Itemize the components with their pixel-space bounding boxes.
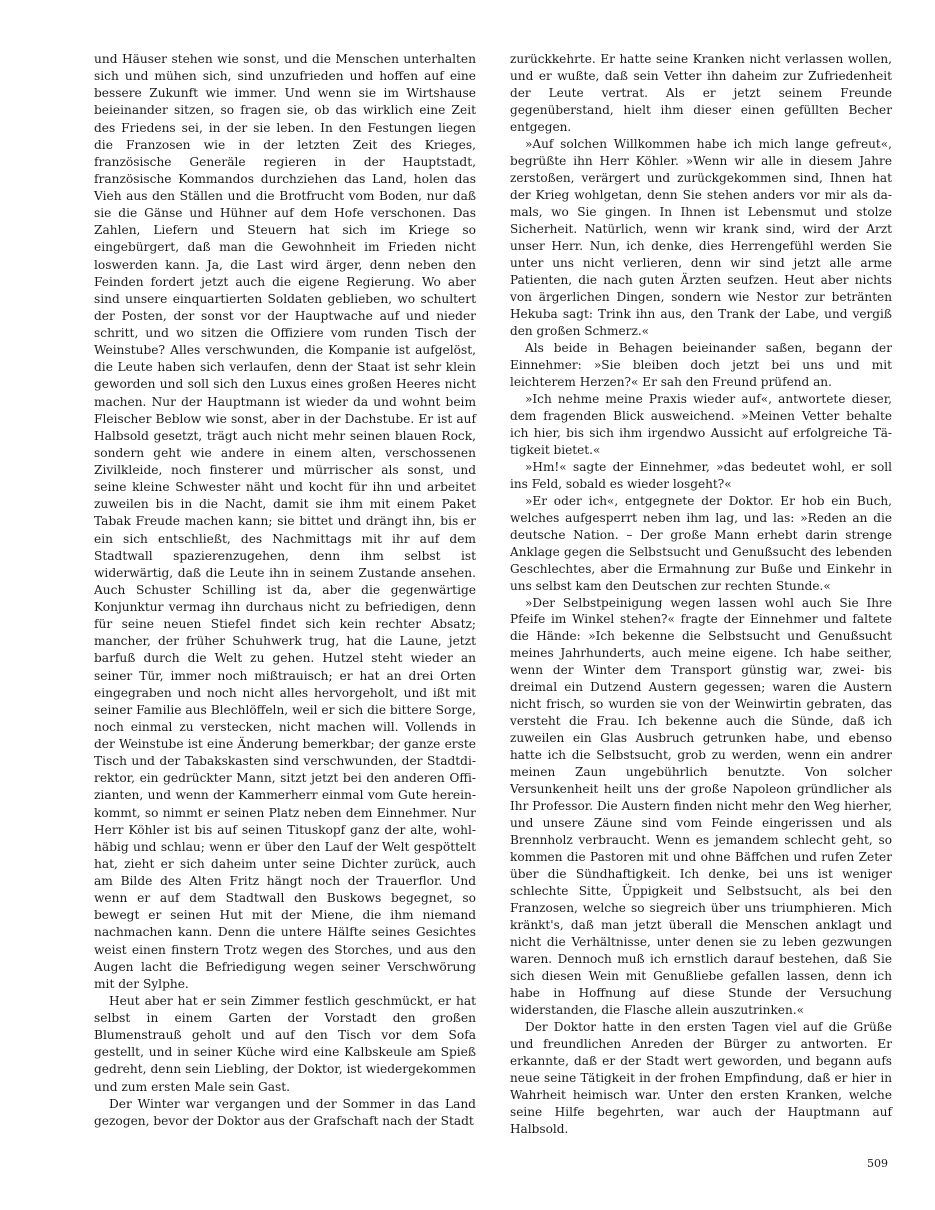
right-text-column [510, 51, 892, 1138]
paragraph: »Auf solchen Willkommen habe ich mich lange gefreut«, begrüßte ihn Herr Köhler. »Wenn wir alle in diesem Jahre zerstoßen, verärgert und zurückgekommen sind, Ihnen hat der Krieg wohlgetan, denn Sie stehen anders vor mir als damals, wo Sie gingen. In Ihnen ist Lebensmut und stolze Sicherheit. Natürlich, wenn wir krank sind, wird der Arzt unser Herr. Nun, ich denke, dies Herrengefühl werden Sie unter uns nicht verlieren, denn wir sind jetzt alle arme Patienten, die nach guten Ärzten seufzen. Heut aber nichts von ärgerlichen Dingen, sondern wie Nestor zur betränten Hekuba sagt: Trink ihn aus, den Trank der Labe, und vergiß den großen Schmerz.« [510, 136, 892, 338]
paragraph: »Der Selbstpeinigung wegen lassen wohl auch Sie Ihre Pfeife im Winkel stehen?« fragte der Einnehmer und faltete die Hände: »Ich bekenne die Selbstsucht und Genußsucht meines Jahrhunderts, auch meine eigene. Ich habe seither, wenn der Winter dem Transport günstig war, zwei- bis dreimal ein Dutzend Austern gegessen; waren die Austern nicht frisch, so wurden sie von der Weinwirtin gebraten, das versteht die Frau. Ich bekenne auch die Sünde, daß ich zuweilen ein Glas Ausbruch getrunken habe, und ebenso hatte ich die Selbstsucht, grob zu werden, wenn ein andrer meinen Zaun ungebührlich benutzte. Von solcher Versunkenheit heilt uns der große Napoleon gründlicher als Ihr Professor. Die Austern finden nicht mehr den Weg hierher, und unsere Zäune sind vom Feinde eingerissen und als Brennholz verbraucht. Wenn es jemandem schlecht geht, so kommen die Pastoren mit und ohne Bäffchen und rufen Zeter über die Sündhaftigkeit. Ich denke, bei uns ist weniger schlechte Sitte, Üppigkeit und Selbstsucht, als bei den Franzosen, welche so siegreich über uns triumphieren. Mich kränkt's, daß man jetzt überall die Menschen anklagt und nicht die Verhältnisse, unter denen sie zu leben gezwungen waren. Dennoch muß ich ernstlich darauf bestehen, daß Sie sich diesen Wein mit Genußliebe gefallen lassen, denn ich habe in Hoffnung auf diese Stunde der Versuchung widerstanden, die Flasche allein auszutrinken.« [510, 595, 892, 1018]
paragraph: »Er oder ich«, entgegnete der Doktor. Er hob ein Buch, welches aufgesperrt neben ihm lag, und las: »Reden an die deutsche Nation. – Der große Mann erhebt darin strenge Anklage gegen die Selbstsucht und Genußsucht des lebenden Geschlechtes, aber die Ermahnung zur Buße und Einkehr in uns selbst kam den Deutschen zur rechten Stunde.« [510, 493, 892, 593]
paragraph: Als beide in Behagen beieinander saßen, begann der Einnehmer: »Sie bleiben doch jetzt bei uns und mit leichterem Herzen?« Er sah den Freund prüfend an. [510, 340, 892, 389]
paragraph: zurückkehrte. Er hatte seine Kranken nicht verlassen wollen, und er wußte, daß sein Vetter ihn daheim zur Zufriedenheit der Leute vertrat. Als er jetzt seinem Freunde gegenüberstand, hielt ihm dieser einen gefüllten Becher entgegen. [510, 52, 892, 134]
paragraph: und Häuser stehen wie sonst, und die Menschen unterhalten sich und mühen sich, sind unzufrieden und hoffen auf eine bessere Zukunft wie immer. Und wenn sie im Wirtshause beieinander sitzen, so fragen sie, ob das wirklich eine Zeit des Friedens sei, in der sie leben. In den Festungen liegen die Franzosen wie in der letzten Zeit des Krieges, französische Generäle regieren in der Hauptstadt, französische Kommandos durchziehen das Land, holen das Vieh aus den Ställen und die Brotfrucht vom Boden, nur daß sie die Gänse und Hühner auf dem Hofe verschonen. Das Zahlen, Liefern und Steuern hat sich im Kriege so eingebürgert, daß man die Gewohnheit im Frieden nicht loswerden kann. Ja, die Last wird ärger, denn neben den Feinden fordert jetzt auch die eigene Regierung. Wo aber sind unsere einquartierten Soldaten geblieben, wo schultert der Posten, der sonst vor der Hauptwache auf und nieder schritt, und wo sitzen die Offiziere vom runden Tisch der Weinstube? Alles verschwunden, die Kompanie ist aufgelöst, die Leute haben sich verlaufen, denn der Staat ist sehr klein geworden und soll sich den Luxus eines großen Heeres nicht machen. Nur der Hauptmann ist wieder da und wohnt beim Fleischer Beblow wie sonst, aber in der Dachstube. Er ist auf Halbsold gesetzt, trägt auch nicht mehr seinen blauen Rock, sondern geht wie andere in einem alten, verschossenen Zivilkleide, noch finsterer und mürrischer als sonst, und seine kleine Schwester näht und kocht für ihn und arbeitet zuweilen bis in die Nacht, damit sie ihm mit einem Paket Tabak Freude machen kann; sie bittet und drängt ihn, bis er ein sich entschließt, des Nachmittags mit ihr auf dem Stadtwall spazierenzugehen, denn ihm selbst ist widerwärtig, daß die Leute ihn in seinem Zustande ansehen. Auch Schuster Schilling ist da, aber die gegenwärtige Konjunktur vermag ihn durchaus nicht zu befriedigen, denn für seine neuen Stiefel findet sich kein rechter Absatz; mancher, der früher Schuhwerk trug, hat die Laune, jetzt barfuß durch die Welt zu gehen. Hutzel steht wieder an seiner Tür, immer noch mißtrauisch; er hat an drei Orten eingegraben und noch nicht alles hervorgeholt, und ißt mit seiner Familie aus Blechlöffeln, weil er sich die bittere Sorge, noch einmal zu verstecken, nicht machen will. Vollends in der Weinstube ist eine Änderung bemerkbar; der ganze erste Tisch und der Tabakskasten sind verschwunden, der Stadtdirektor, ein gedrückter Mann, sitzt jetzt bei den anderen Offizianten, und wenn der Kammerherr einmal vom Gute hereinkommt, so nimmt er seinen Platz neben dem Einnehmer. Nur Herr Köhler ist bis auf seinen Tituskopf ganz der alte, wohlhäbig und schlau; wenn er über den Lauf der Welt gespöttelt hat, zieht er sich daheim unter seine Dichter zurück, auch am Bilde des Alten Fritz hängt noch der Trauerflor. Und wenn er auf dem Stadtwall den Buskows begegnet, so bewegt er seinen Hut mit der Miene, die ihm niemand nachmachen kann. Denn die untere Hälfte seines Gesichtes weist einen finstern Trotz wegen des Storches, und aus den Augen lacht die Befriedigung wegen seiner Verschwörung mit der Sylphe. [94, 52, 476, 991]
paragraph: »Hm!« sagte der Einnehmer, »das bedeutet wohl, er soll ins Feld, sobald es wieder losgeht?« [510, 459, 892, 491]
paragraph: Heut aber hat er sein Zimmer festlich geschmückt, er hat selbst in einem Garten der Vorstadt den großen Blumenstrauß geholt und auf den Tisch vor dem Sofa gestellt, und in seiner Küche wird eine Kalbskeule am Spieß gedreht, denn sein Liebling, der Doktor, ist wiedergekommen und zum ersten Male sein Gast. [94, 993, 476, 1094]
paragraph: Der Doktor hatte in den ersten Tagen viel auf die Grüße und freundlichen Anreden der Bürger zu antworten. Er erkannte, daß er der Stadt wert geworden, und begann aufs neue seine Tätigkeit in der frohen Empfindung, daß er hier in Wahrheit heimisch war. Unter den ersten Kranken, welche seine Hilfe begehrten, war auch der Hauptmann auf Halbsold. [510, 1020, 892, 1137]
left-text-column [94, 51, 476, 1130]
page-number: 509 [867, 1157, 888, 1170]
paragraph: Der Winter war vergangen und der Sommer in das Land gezogen, bevor der Doktor aus der Grafschaft nach der Stadt [94, 1096, 476, 1128]
paragraph: »Ich nehme meine Praxis wieder auf«, antwortete dieser, dem fragenden Blick ausweichend. »Meinen Vetter behalte ich hier, bis sich ihm irgendwo Aussicht auf erfolgreiche Tätigkeit bietet.« [510, 391, 892, 457]
